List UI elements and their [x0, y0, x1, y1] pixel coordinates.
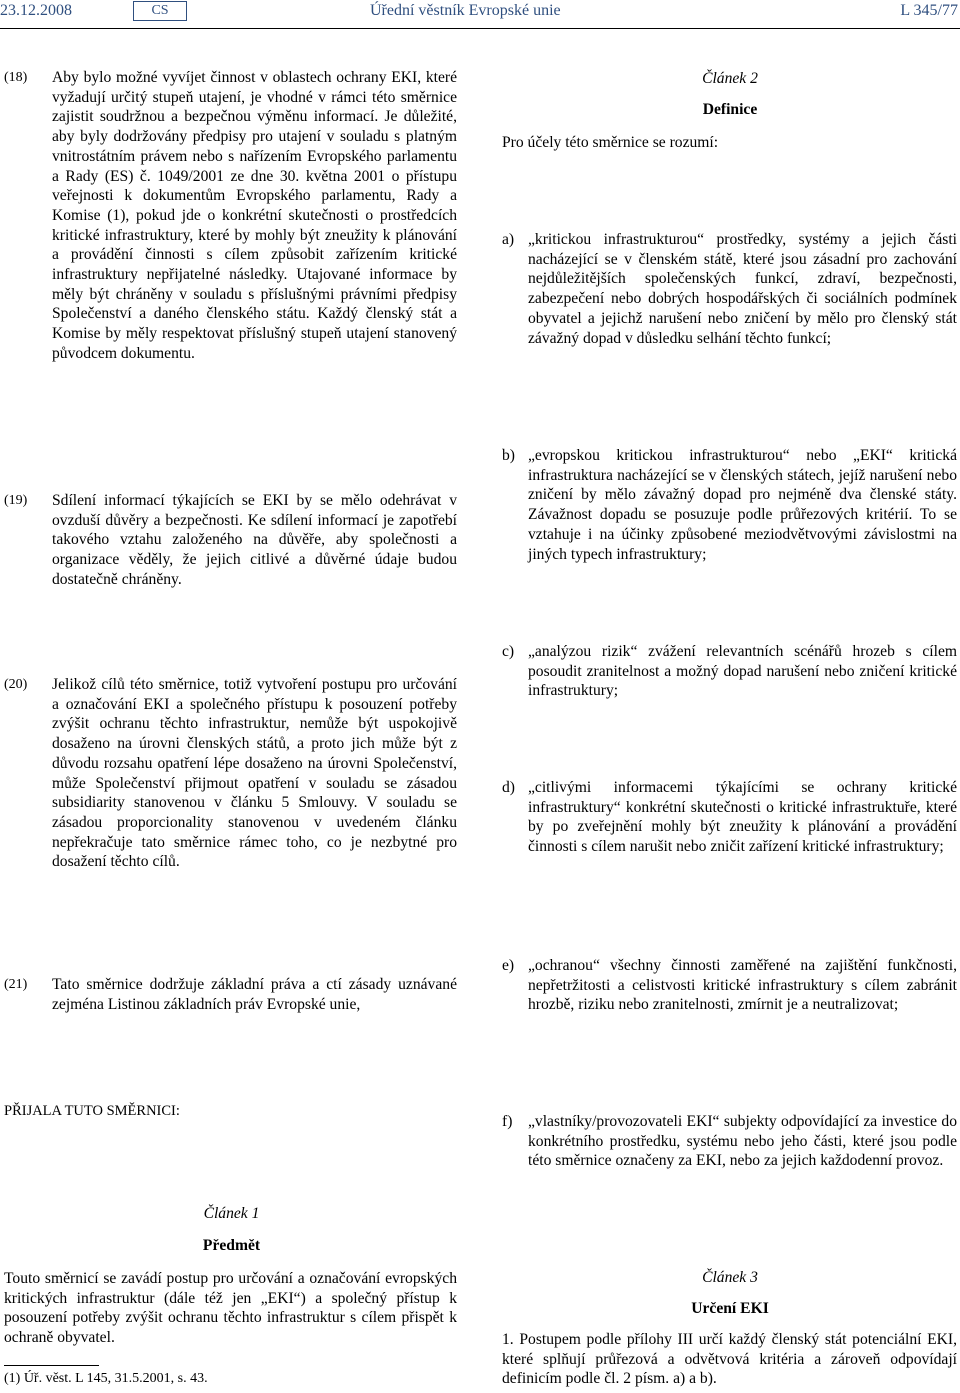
- adoption-statement: PŘIJALA TUTO SMĚRNICI:: [4, 1103, 180, 1119]
- journal-title: Úřední věstník Evropské unie: [370, 2, 561, 19]
- definition-letter: b): [502, 447, 515, 464]
- definition-text: „kritickou infrastrukturou“ prostředky, systémy a jejich části nacházející se v členském státě, které jsou zásadní pro zachování nejdůležitějších společenských funkcí, zdraví, bezpečnosti, zabezpečení nebo dobrých hospodářských či sociálních podmínek obyvatel a jejichž narušení nebo zničení by mělo pro členský stát závažný dopad v důsledku selhání těchto funkcí;: [528, 231, 957, 347]
- article-heading: Předmět: [202, 1237, 261, 1254]
- language-badge: CS: [133, 1, 187, 21]
- article-title: Článek 3: [702, 1269, 758, 1286]
- definition-text: „analýzou rizik“ zvážení relevantních scénářů hrozeb s cílem posoudit zranitelnost a možný dopad narušení nebo zničení kritické infrastruktury;: [528, 643, 957, 700]
- header-rule: [0, 28, 960, 29]
- article-body: 1. Postupem podle přílohy III určí každý členský stát potenciální EKI, které splňují průřezová a odvětvová kritéria a zároveň odpovídají definicím podle čl. 2 písm. a) a b).: [502, 1331, 957, 1388]
- definition-text: „ochranou“ všechny činnosti zaměřené na zajištění funkčnosti, nepřetržitosti a celistvosti kritické infrastruktury s cílem zabránit hrozbě, riziku nebo zranitelnosti, zmírnit je a neutralizovat;: [528, 957, 957, 1014]
- recital-text: Aby bylo možné vyvíjet činnost v oblastech ochrany EKI, které vyžadují určitý stupeň utajení, je vhodné v rámci této směrnice zajistit soudržnou a bezpečnou výměnu informací. Je důležité, aby byly dodržovány předpisy pro utajení v souladu s platným vnitrostátním právem nebo s nařízením Evropského parlamentu a Rady (ES) č. 1049/2001 ze dne 30. května 2001 o přístupu veřejnosti k dokumentům Evropského parlamentu, Rady a Komise (1), pokud jde o konkrétní skutečnosti o prostředcích kritické infrastruktury, které by mohly být zneužity k plánování a provádění činnosti s cílem způsobit zařízením kritické infrastruktury nepřijatelné následky. Utajované informace by měly být chráněny v souladu s příslušnými právními předpisy Společenství a daného členského státu. Každý členský stát a Komise by měly respektovat příslušný stupeň utajení stanovený původcem dokumentu.: [52, 69, 457, 362]
- article-intro: Pro účely této směrnice se rozumí:: [502, 134, 719, 151]
- article-heading: Určení EKI: [691, 1300, 769, 1317]
- definition-text: „citlivými informacemi týkajícími se ochrany kritické infrastruktury“ konkrétní skutečnosti o kritické infrastruktuře, které by po zveřejnění mohly být zneužity k plánování a provádění činnosti s cílem narušit nebo zničit zařízení kritické infrastruktury;: [528, 779, 957, 856]
- recital-number: (20): [4, 677, 28, 692]
- page-number: L 345/77: [900, 2, 958, 19]
- recital-number: (19): [4, 493, 28, 508]
- article-title: Článek 2: [702, 70, 758, 87]
- article-heading: Definice: [702, 101, 758, 118]
- article-title: Článek 1: [203, 1205, 260, 1222]
- recital-number: (18): [4, 70, 28, 85]
- definition-letter: a): [502, 231, 515, 248]
- definition-letter: d): [502, 779, 515, 796]
- recital-text: Tato směrnice dodržuje základní práva a ctí zásady uznávané zejména Listinou základních práv Evropské unie,: [52, 976, 457, 1013]
- definition-text: „vlastníky/provozovateli EKI“ subjekty odpovídající za investice do konkrétního prostředku, systému nebo jeho části, které jsou podle této směrnice označeny za EKI, nebo za jejich každodenní provoz.: [528, 1113, 957, 1170]
- footnote: (1) Úř. věst. L 145, 31.5.2001, s. 43.: [4, 1371, 208, 1386]
- page-header: [0, 2, 960, 24]
- recital-text: Jelikož cílů této směrnice, totiž vytvoření postupu pro určování a označování EKI a společného přístupu k posouzení potřeby zvýšit ochranu těchto infrastruktur, nemůže být uspokojivě dosaženo na úrovni členských států, a proto jich může být z důvodu rozsahu opatření lépe dosaženo na úrovni Společenství, může Společenství přijmout opatření v souladu se zásadou subsidiarity stanovenou v článku 5 Smlouvy. V souladu se zásadou proporcionality stanovenou v uvedeném článku nepřekračuje tato směrnice rámec toho, co je nezbytné pro dosažení těchto cílů.: [52, 676, 457, 871]
- recital-text: Sdílení informací týkajících se EKI by se mělo odehrávat v ovzduší důvěry a bezpečnosti. Ke sdílení informací je zapotřebí takového vztahu založeného na důvěře, aby společnosti a organizace věděly, že jejich citlivé a důvěrné údaje budou dostatečně chráněny.: [52, 492, 457, 588]
- recital-number: (21): [4, 977, 28, 992]
- article-body: Touto směrnicí se zavádí postup pro určování a označování evropských kritických infrastruktur (dále též jen „EKI“) a společný přístup k posouzení potřeby zvýšit ochranu těchto infrastruktur s cílem přispět k ochraně obyvatel.: [4, 1270, 457, 1347]
- definition-letter: c): [502, 643, 515, 660]
- footnote-rule: [4, 1365, 99, 1366]
- definition-letter: e): [502, 957, 515, 974]
- definition-text: „evropskou kritickou infrastrukturou“ nebo „EKI“ kritická infrastruktura nacházející se v členských státech, jejíž narušení nebo zničení by mělo závažný dopad pro nejméně dva členské státy. Závažnost dopadu se posuzuje podle průřezových kritérií. To se vztahuje i na účinky způsobené meziodvětvovými závislostmi na jiných typech infrastruktury;: [528, 447, 957, 563]
- publication-date: 23.12.2008: [0, 2, 72, 19]
- definition-letter: f): [502, 1113, 513, 1130]
